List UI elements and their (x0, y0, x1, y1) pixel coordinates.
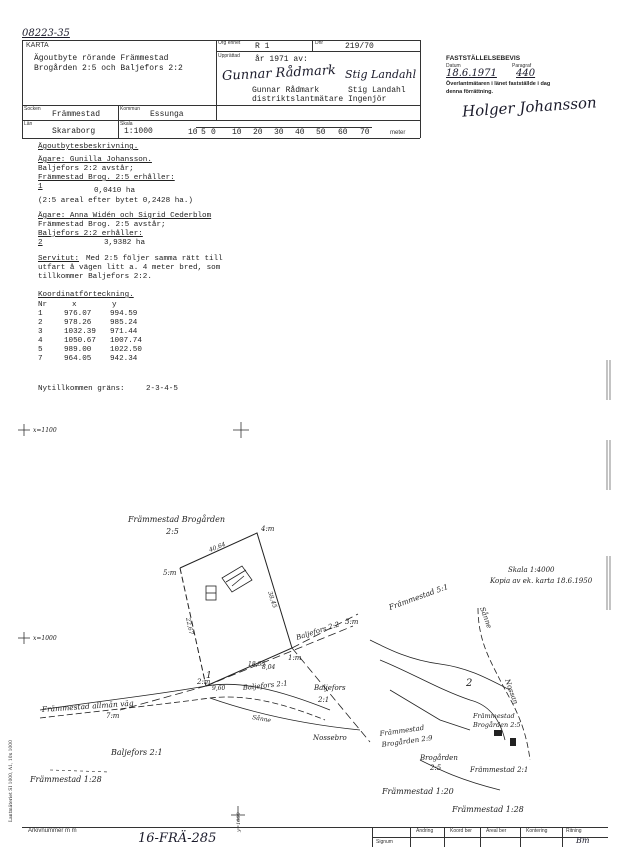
grid-cross-3 (18, 632, 30, 644)
signum-label: Signum (376, 839, 393, 845)
footer-col-divider-5 (562, 827, 563, 847)
inset-boundaries (370, 605, 530, 790)
koord-heading: Koordinatförteckning. (38, 291, 134, 299)
heading: Ägoutbytesbeskrivning. (38, 143, 139, 151)
dnr-value: 219/70 (345, 42, 374, 51)
pt-1m: 1:m (288, 654, 302, 662)
title-line-2: Brogården 2:5 och Baljefors 2:2 (34, 64, 183, 73)
lan-value: Skaraborg (52, 127, 96, 136)
inset-house-2 (510, 738, 516, 746)
bal21b2-label: 2:1 (318, 696, 330, 704)
scale-tick-6: 40 (295, 128, 305, 137)
arkiv-handwritten: 16-FRÄ-285 (138, 831, 217, 846)
edge-marks (607, 360, 610, 610)
koord-cell: 985.24 (110, 319, 138, 327)
inset-fram-bro-a: Främmestad (473, 712, 515, 720)
scale-tick-7: 50 (316, 128, 326, 137)
dist-2: 38,45 (266, 590, 279, 609)
dist-4: 18,85 (248, 661, 266, 668)
side-code: Lantmäteriet SI 1000, A1, 10x 1000 (9, 739, 14, 822)
fram51-label: Främmestad 5:1 (387, 582, 450, 612)
signature-1: Gunnar Rådmark (221, 63, 337, 84)
footer-col-divider-1 (410, 827, 411, 847)
line-1: Baljefors 2:2 avstår; (38, 165, 134, 173)
dashed-boundaries (120, 614, 370, 742)
fastst-text-2: denna förrättning. (446, 89, 494, 95)
fastst-datum-label: Datum (446, 63, 461, 69)
inset-scale: Skala 1:4000 (508, 566, 555, 574)
inset-fram-bro2-a: Främmestad (379, 723, 425, 738)
line-5: Främmestad Brog. 2:5 avstår; (38, 221, 166, 229)
footer-col-ritning: Ritning (566, 828, 582, 834)
name-1: Gunnar Rådmark (252, 86, 320, 95)
inset-house-1 (494, 730, 502, 736)
dist-3: 22,67 (184, 616, 195, 636)
kommun-label: Kommun (120, 106, 141, 112)
scale-tick-1: 5 (201, 128, 206, 137)
inset-fram-bro-b: Brogården 2:5 (473, 721, 521, 729)
line-4: (2:5 areal efter bytet 0,2428 ha.) (38, 197, 193, 205)
dist-5: 9,60 (212, 685, 226, 692)
inset-num-2: 2 (466, 678, 473, 689)
inset-sanne: Sånne (478, 605, 494, 630)
bal22-label: Baljefors 2:2 (295, 620, 341, 642)
pt-7m: 7:m (106, 712, 120, 720)
fastst-datum: 18.6.1971 (446, 68, 497, 79)
servitut-1: Med 2:5 följer samma rätt till (86, 255, 223, 263)
signature-2: Stig Landahl (345, 68, 417, 81)
nytill-value: 2-3-4-5 (146, 385, 178, 393)
dist-6: 8,04 (262, 664, 276, 671)
koord-cell: 4 (38, 337, 43, 345)
servitut-label: Servitut: (38, 255, 80, 263)
fastst-paragraf: 440 (516, 68, 536, 79)
koord-cell: 976.07 (64, 310, 92, 318)
koord-header-y: y (112, 301, 117, 309)
karta-label: KARTA (26, 42, 49, 49)
koord-cell: 5 (38, 346, 43, 354)
koord-cell: 989.00 (64, 346, 92, 354)
fastst-paragraf-label: Paragraf (512, 63, 532, 69)
x-label-mid: x=1000 (33, 635, 57, 642)
footer-col-areal: Areal ber (486, 828, 507, 834)
title-line-1: Ägoutbyte rörande Främmestad (34, 54, 169, 63)
servitut-3: tillkommer Baljefors 2:2. (38, 273, 152, 281)
koord-cell: 1032.39 (64, 328, 96, 336)
y-label-bottom: y=1000 (236, 812, 242, 832)
pt-5m: 5:m (163, 569, 177, 577)
sanne-label: Sånne (251, 714, 272, 725)
inset-fram128: Främmestad 1:28 (452, 805, 524, 814)
num-1: 1 (206, 671, 212, 681)
koord-cell: 942.34 (110, 355, 138, 363)
servitut-2: utfart å vägen litt a. 4 meter bred, som (38, 264, 221, 272)
org-value: R 1 (255, 42, 270, 51)
owner-2: Ägare: Anna Widén och Sigrid Cederblom (38, 212, 212, 220)
koord-header-nr: Nr (38, 301, 48, 309)
inset-fram120: Främmestad 1:20 (382, 787, 454, 796)
lan-label: Län (24, 121, 33, 127)
footer-col-andring: Ändring (416, 828, 434, 834)
bro-label-1: Främmestad Brogården (128, 515, 226, 524)
pt-2m: 2:m (197, 678, 211, 686)
fastst-title: FASTSTÄLLELSEBEVIS (446, 55, 521, 62)
bal21a-label: Baljefors 2:1 (242, 679, 289, 692)
road-label: Främmestad allmän väg (41, 698, 134, 714)
line-3-num: 1 (38, 183, 43, 191)
fram128-label: Främmestad 1:28 (30, 775, 102, 784)
koord-cell: 978.26 (64, 319, 92, 327)
socken-value: Främmestad (52, 110, 101, 119)
nossebro-label: Nossebro (313, 734, 347, 742)
bal21c-label: Baljefors 2:1 (111, 748, 163, 757)
creek-line (50, 770, 110, 772)
scale-tick-2: 0 (211, 128, 216, 137)
title-1: distriktslantmätare (252, 95, 344, 104)
upprattad-label: Upprättad (218, 53, 240, 59)
scale-tick-9: 70 (360, 128, 370, 137)
koord-cell: 1022.50 (110, 346, 142, 354)
grid-cross-1 (18, 424, 30, 436)
name-2: Stig Landahl (348, 86, 406, 95)
skala-label: Skala (120, 121, 133, 127)
koord-cell: 971.44 (110, 328, 138, 336)
koord-cell: 1 (38, 310, 43, 318)
document-number: 08223-35 (22, 28, 70, 39)
scale-tick-3: 10 (232, 128, 242, 137)
dist-1: 40,64 (208, 540, 227, 554)
footer-col-divider-2 (444, 827, 445, 847)
footer-col-koord: Koord ber (450, 828, 472, 834)
inset-fram-bro3: Brogården (420, 754, 458, 762)
arkiv-label: Arkivnummer m m (28, 828, 77, 834)
inset-kopia: Kopia av ek. karta 18.6.1950 (490, 577, 593, 585)
footer-col-divider-3 (480, 827, 481, 847)
scale-tick-5: 30 (274, 128, 284, 137)
nytill-label: Nytillkommen gräns: (38, 385, 125, 393)
line-6: Baljefors 2:2 erhåller: (38, 230, 143, 238)
dnr-label: Dnr (315, 40, 324, 46)
inset-fram-bro2-b: Brogården 2:9 (381, 733, 434, 749)
x-label-top: x=1100 (33, 427, 57, 434)
koord-cell: 7 (38, 355, 43, 363)
title-2: Ingenjör (348, 95, 387, 104)
line-3-val: 0,0410 ha (94, 187, 136, 195)
pt-4m: 4:m (261, 525, 275, 533)
scale-unit: meter (390, 130, 406, 136)
org-label: Org enhet (218, 40, 241, 46)
inset-fram-bro3b: 2:5 (430, 764, 442, 772)
koord-cell: 994.59 (110, 310, 138, 318)
bal21b-label: Baljefors (314, 684, 346, 692)
inset-fram21: Främmestad 2:1 (470, 766, 529, 774)
line-7-num: 2 (38, 239, 43, 247)
koord-cell: 2 (38, 319, 43, 327)
scale-tick-8: 60 (338, 128, 348, 137)
scale-tick-4: 20 (253, 128, 263, 137)
kommun-value: Essunga (150, 110, 184, 119)
pt-3m: 3:m (345, 618, 359, 626)
bro-label-2: 2:5 (166, 527, 179, 536)
footer-col-divider-4 (520, 827, 521, 847)
footer-mid-line (372, 837, 608, 838)
fastst-signature: Holger Johansson (461, 93, 598, 121)
line-7-val: 3,9382 ha (104, 239, 146, 247)
grid-cross-2 (233, 422, 249, 438)
koord-cell: 3 (38, 328, 43, 336)
koord-header-x: x (72, 301, 77, 309)
ritning-value: Bm (576, 836, 590, 845)
upprattad-value: år 1971 av: (255, 55, 308, 64)
socken-label: Socken (24, 106, 41, 112)
house-symbol (206, 566, 252, 600)
skala-value: 1:1000 (124, 127, 153, 136)
line-2: Främmestad Brog. 2:5 erhåller: (38, 174, 175, 182)
nossan-label: Nossan (503, 677, 520, 706)
footer-col-kontering: Kontering (526, 828, 548, 834)
owner-1: Ägare: Gunilla Johansson. (38, 156, 152, 164)
koord-cell: 1050.67 (64, 337, 96, 345)
fastst-text-1: Överlantmätaren i länet fastställde i dag (446, 81, 551, 87)
koord-cell: 1007.74 (110, 337, 142, 345)
koord-cell: 964.05 (64, 355, 92, 363)
scale-tick-0: 10 (188, 128, 198, 137)
